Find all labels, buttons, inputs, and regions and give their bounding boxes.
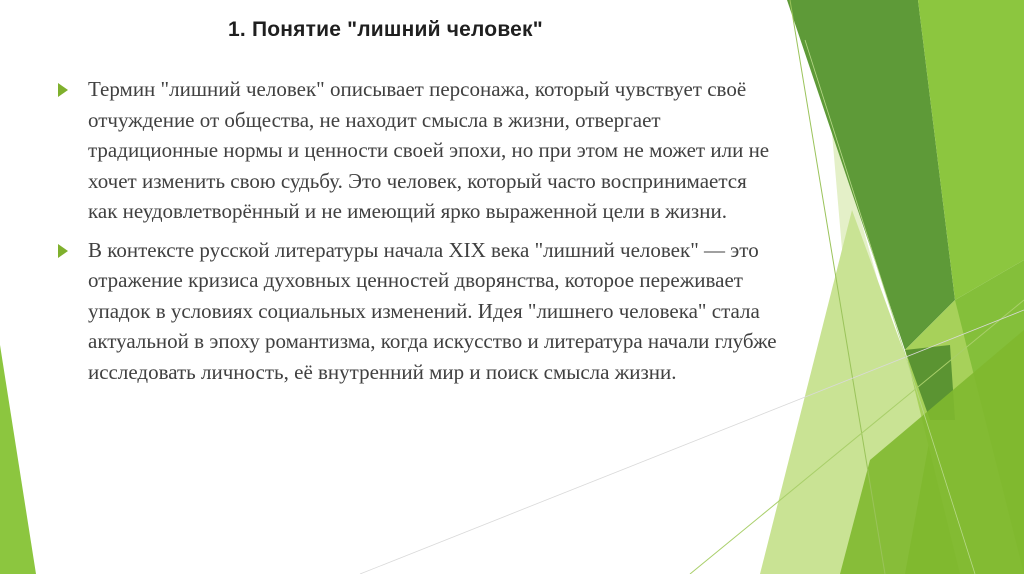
bullet-item xyxy=(58,235,778,388)
bullet-arrow-icon xyxy=(58,83,68,97)
bullet-list xyxy=(58,74,778,395)
bullet-arrow-icon xyxy=(58,244,68,258)
slide-title: 1. Понятие "лишний человек" xyxy=(228,18,543,41)
bullet-item xyxy=(58,74,778,227)
bullet-text: В контексте русской литературы начала XIX века "лишний человек" — это отражение кризиса духовных ценностей дворянства, которое переживает упадок в условиях социальных изменений. Идея "лишнего человека" стала актуальной в эпоху романтизма, когда искусство и литература начали глубже исследовать личность, её внутренний мир и поиск смысла жизни. xyxy=(88,237,777,384)
left-green-shape xyxy=(0,345,36,574)
bullet-text: Термин "лишний человек" описывает персонажа, который чувствует своё отчуждение от общества, не находит смысла в жизни, отвергает традиционные нормы и ценности своей эпохи, но при этом не может или не хочет изменить свою судьбу. Это человек, который часто воспринимается как неудовлетворённый и не имеющий ярко выраженной цели в жизни. xyxy=(88,77,770,223)
